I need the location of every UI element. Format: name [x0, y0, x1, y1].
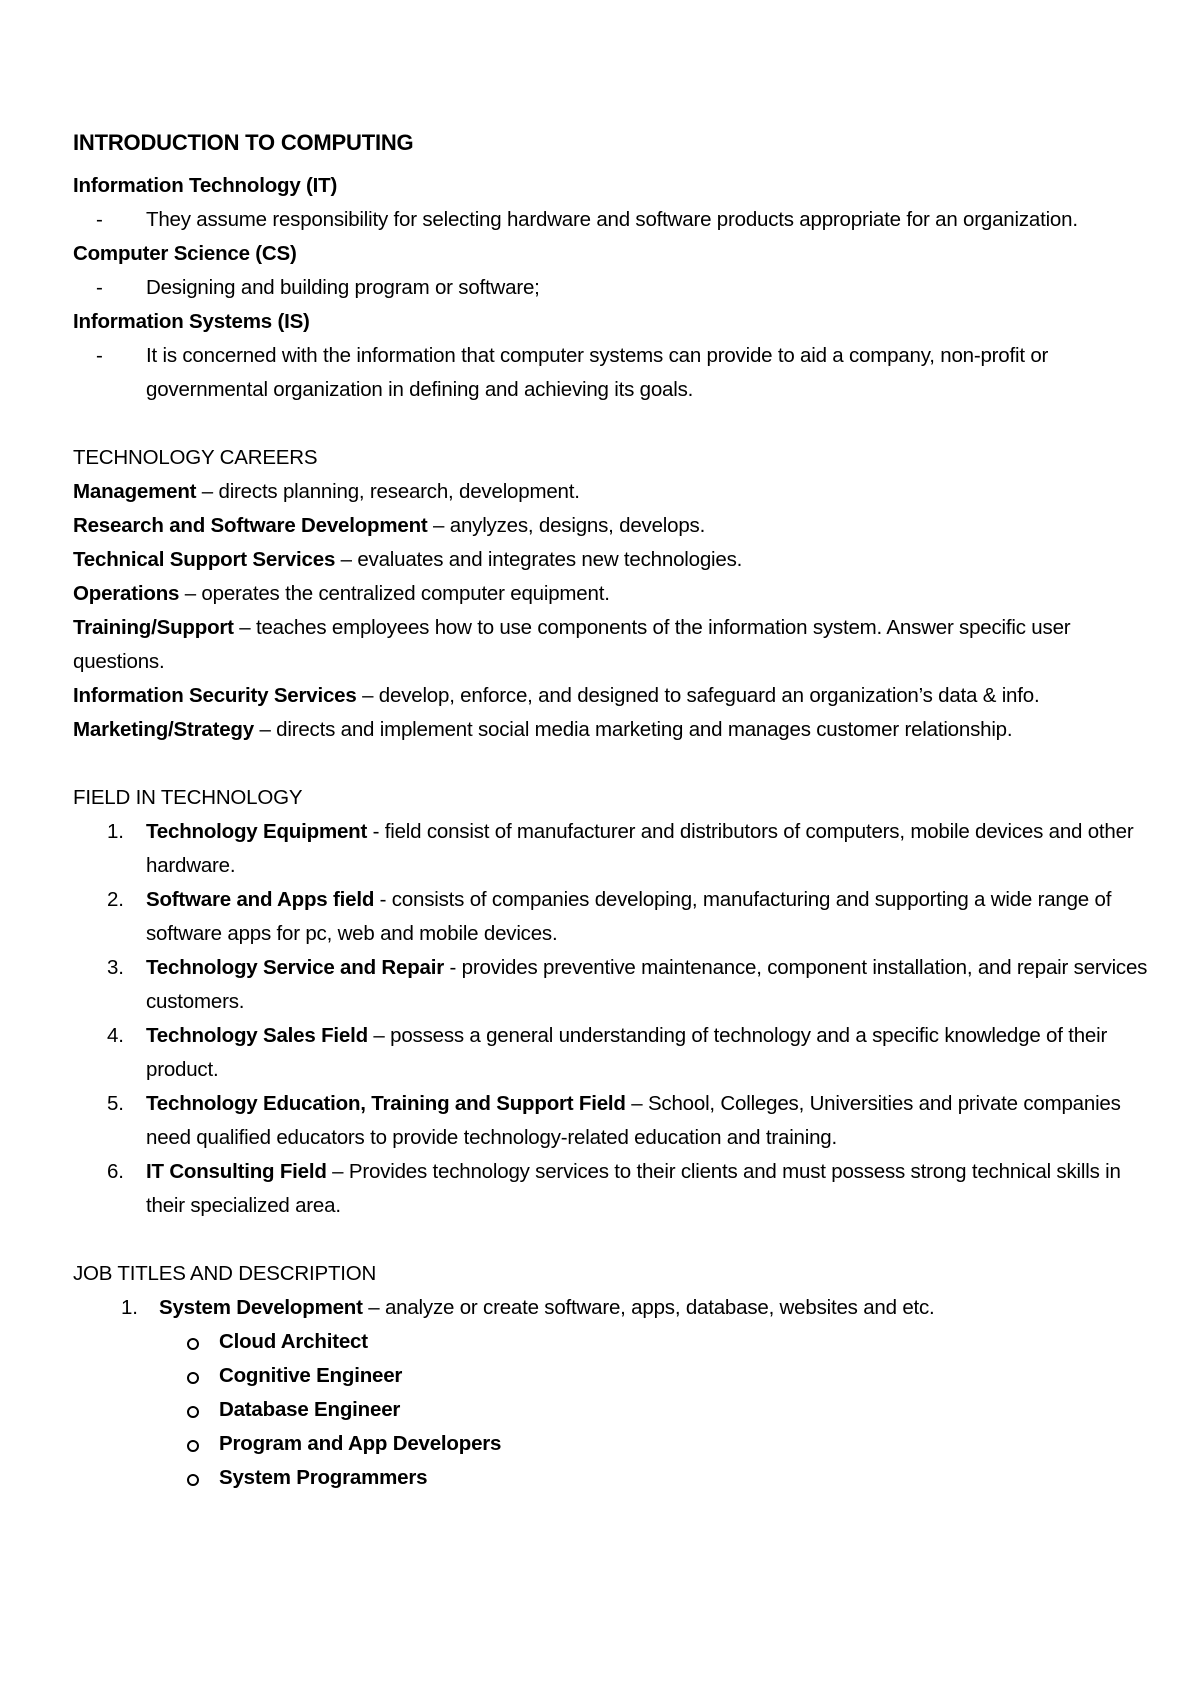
career-desc: – anylyzes, designs, develops. [427, 514, 706, 537]
section-heading-is: Information Systems (IS) [73, 310, 310, 333]
document-content [73, 126, 1153, 1495]
spacer [73, 1223, 1153, 1257]
sub-list-item-text: Cloud Architect [219, 1330, 368, 1353]
career-item [73, 509, 1153, 543]
career-item [73, 679, 1153, 713]
sub-list-item-text: System Programmers [219, 1466, 428, 1489]
job-desc: – analyze or create software, apps, database, websites and etc. [362, 1296, 935, 1319]
field-desc: – Provides technology services to their clients and must possess strong technical skills in their specialized area. [146, 1160, 1121, 1217]
jobs-section [73, 1257, 1153, 1495]
career-item [73, 611, 1153, 679]
intro-section [73, 169, 1153, 407]
circle-bullet-icon [187, 1440, 199, 1452]
field-desc: – School, Colleges, Universities and private companies need qualified educators to provide technology-related education and training. [146, 1092, 1121, 1149]
sub-list-item [73, 1427, 1153, 1461]
careers-section [73, 441, 1153, 747]
list-item [73, 271, 1153, 305]
page-title: INTRODUCTION TO COMPUTING [73, 130, 414, 155]
list-number: 1. [121, 1296, 138, 1319]
list-number: 1. [107, 820, 124, 843]
field-term: Technology Service and Repair [146, 956, 444, 979]
list-item [73, 1019, 1153, 1087]
field-term: Technology Education, Training and Support Field [146, 1092, 626, 1115]
job-term: System Development [159, 1296, 363, 1319]
field-term: IT Consulting Field [146, 1160, 327, 1183]
sub-list-item-text: Cognitive Engineer [219, 1364, 403, 1387]
list-item-text: It is concerned with the information that computer systems can provide to aid a company, non-profit or governmental organization in defining and achieving its goals. [146, 344, 1049, 401]
spacer [73, 747, 1153, 781]
career-item [73, 543, 1153, 577]
list-item [73, 883, 1153, 951]
circle-bullet-icon [187, 1406, 199, 1418]
fields-heading: FIELD IN TECHNOLOGY [73, 786, 303, 809]
career-term: Operations [73, 582, 180, 605]
jobs-heading: JOB TITLES AND DESCRIPTION [73, 1262, 377, 1285]
list-item [73, 339, 1153, 407]
list-item [73, 203, 1153, 237]
circle-bullet-icon [187, 1372, 199, 1384]
career-desc: – develop, enforce, and designed to safeguard an organization’s data & info. [356, 684, 1040, 707]
career-item [73, 475, 1153, 509]
career-desc: – directs planning, research, development. [196, 480, 580, 503]
sub-list-item-text: Program and App Developers [219, 1432, 502, 1455]
career-term: Marketing/Strategy [73, 718, 254, 741]
section-heading-cs: Computer Science (CS) [73, 242, 297, 265]
list-item [73, 1155, 1153, 1223]
list-number: 3. [107, 956, 124, 979]
career-term: Management [73, 480, 197, 503]
list-item [73, 815, 1153, 883]
field-desc: - consists of companies developing, manufacturing and supporting a wide range of software apps for pc, web and mobile devices. [146, 888, 1112, 945]
career-term: Training/Support [73, 616, 234, 639]
sub-list-item [73, 1359, 1153, 1393]
circle-bullet-icon [187, 1474, 199, 1486]
sub-list-item [73, 1393, 1153, 1427]
fields-section [73, 781, 1153, 1223]
career-item [73, 577, 1153, 611]
sub-list-item [73, 1325, 1153, 1359]
career-desc: – directs and implement social media marketing and manages customer relationship. [253, 718, 1013, 741]
career-term: Research and Software Development [73, 514, 428, 537]
field-desc: - provides preventive maintenance, component installation, and repair services customers. [146, 956, 1148, 1013]
dash-bullet: - [96, 276, 103, 299]
list-number: 2. [107, 888, 124, 911]
spacer [73, 407, 1153, 441]
field-term: Technology Sales Field [146, 1024, 368, 1047]
circle-bullet-icon [187, 1338, 199, 1350]
list-item-text: They assume responsibility for selecting hardware and software products appropriate for an organization. [146, 208, 1078, 231]
field-term: Software and Apps field [146, 888, 375, 911]
section-heading-it: Information Technology (IT) [73, 174, 338, 197]
list-number: 5. [107, 1092, 124, 1115]
career-term: Information Security Services [73, 684, 357, 707]
career-desc: – teaches employees how to use components of the information system. Answer specific user questions. [73, 616, 1071, 673]
career-desc: – operates the centralized computer equipment. [179, 582, 610, 605]
list-item-text: Designing and building program or software; [146, 276, 540, 299]
field-term: Technology Equipment [146, 820, 368, 843]
field-desc: – possess a general understanding of technology and a specific knowledge of their product. [146, 1024, 1108, 1081]
list-item [73, 951, 1153, 1019]
sub-list-item [73, 1461, 1153, 1495]
career-term: Technical Support Services [73, 548, 336, 571]
career-desc: – evaluates and integrates new technologies. [335, 548, 743, 571]
list-number: 6. [107, 1160, 124, 1183]
sub-list-item-text: Database Engineer [219, 1398, 401, 1421]
list-item [73, 1291, 1153, 1325]
list-item [73, 1087, 1153, 1155]
field-desc: - field consist of manufacturer and distributors of computers, mobile devices and other hardware. [146, 820, 1134, 877]
career-item [73, 713, 1153, 747]
list-number: 4. [107, 1024, 124, 1047]
dash-bullet: - [96, 344, 103, 367]
careers-heading: TECHNOLOGY CAREERS [73, 446, 318, 469]
dash-bullet: - [96, 208, 103, 231]
